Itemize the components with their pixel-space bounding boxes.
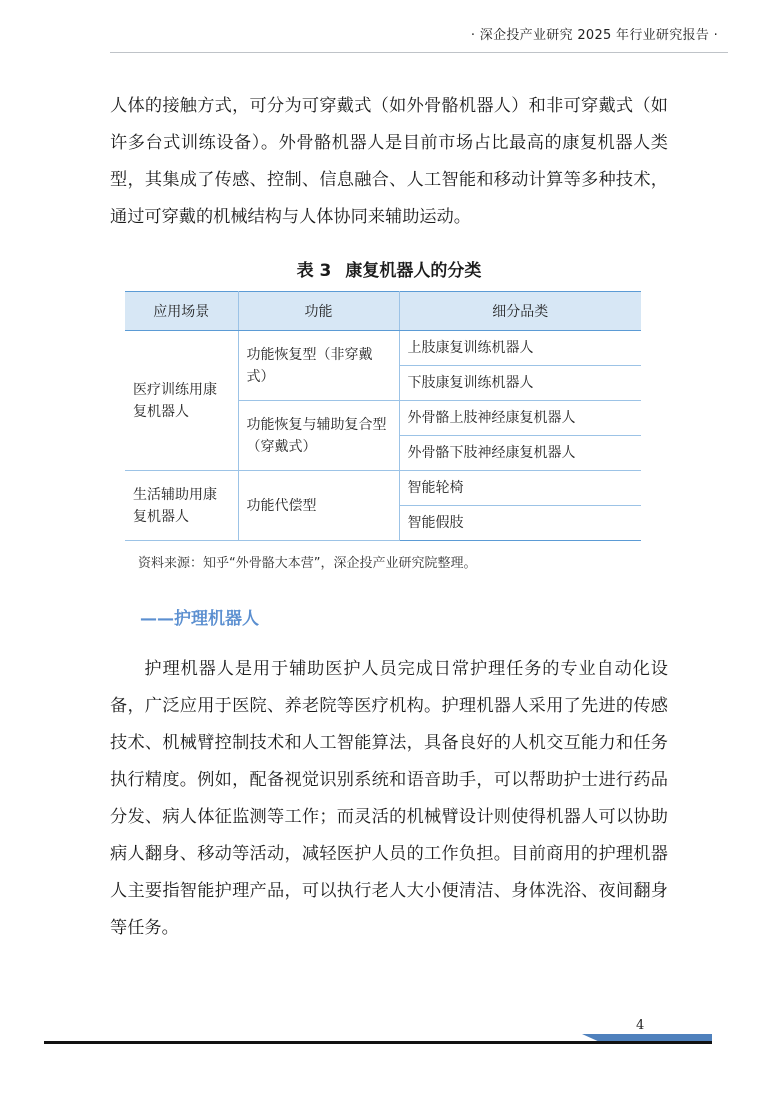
table-number: 表 3 <box>296 261 332 281</box>
category-cell: 外骨骼上肢神经康复机器人 <box>399 401 641 436</box>
table-header-row <box>125 292 641 331</box>
category-cell: 外骨骼下肢神经康复机器人 <box>399 436 641 471</box>
report-header: · 深企投产业研究 2025 年行业研究报告 · <box>470 28 718 43</box>
table-title <box>110 256 668 281</box>
header-cell-function: 功能 <box>238 292 399 331</box>
intro-paragraph: 人体的接触方式，可分为可穿戴式（如外骨骼机器人）和非可穿戴式（如许多台式训练设备）。外骨骼机器人是目前市场占比最高的康复机器人类型，其集成了传感、控制、信息融合、人工智能和移动计算等多种技术，通过可穿戴的机械结构与人体协同来辅助运动。 <box>110 96 668 227</box>
function-cell: 功能恢复型（非穿戴式） <box>238 331 399 401</box>
table-source-note: 资料来源：知乎“外骨骼大本营”，深企投产业研究院整理。 <box>138 556 477 571</box>
category-cell: 下肢康复训练机器人 <box>399 366 641 401</box>
category-cell: 智能轮椅 <box>399 471 641 506</box>
header-divider <box>110 52 728 53</box>
classification-table <box>125 291 641 541</box>
table-row <box>125 331 641 366</box>
footer-accent-bar <box>582 1034 712 1041</box>
category-cell: 智能假肢 <box>399 506 641 541</box>
function-cell: 功能恢复与辅助复合型（穿戴式） <box>238 401 399 471</box>
page-number: 4 <box>636 1018 645 1033</box>
table-title-text: 康复机器人的分类 <box>345 261 482 281</box>
header-cell-category: 细分品类 <box>399 292 641 331</box>
scene-cell: 医疗训练用康复机器人 <box>125 331 238 471</box>
function-cell: 功能代偿型 <box>238 471 399 541</box>
section-paragraph: 护理机器人是用于辅助医护人员完成日常护理任务的专业自动化设备，广泛应用于医院、养老院等医疗机构。护理机器人采用了先进的传感技术、机械臂控制技术和人工智能算法，具备良好的人机交互能力和任务执行精度。例如，配备视觉识别系统和语音助手，可以帮助护士进行药品分发、病人体征监测等工作；而灵活的机械臂设计则使得机器人可以协助病人翻身、移动等活动，减轻医护人员的工作负担。目前商用的护理机器人主要指智能护理产品，可以执行老人大小便清洁、身体洗浴、夜间翻身等任务。 <box>110 659 668 938</box>
section-heading: ——护理机器人 <box>140 609 259 629</box>
table-row <box>125 471 641 506</box>
scene-cell: 生活辅助用康复机器人 <box>125 471 238 541</box>
header-cell-scene: 应用场景 <box>125 292 238 331</box>
footer-divider <box>44 1041 712 1044</box>
category-cell: 上肢康复训练机器人 <box>399 331 641 366</box>
